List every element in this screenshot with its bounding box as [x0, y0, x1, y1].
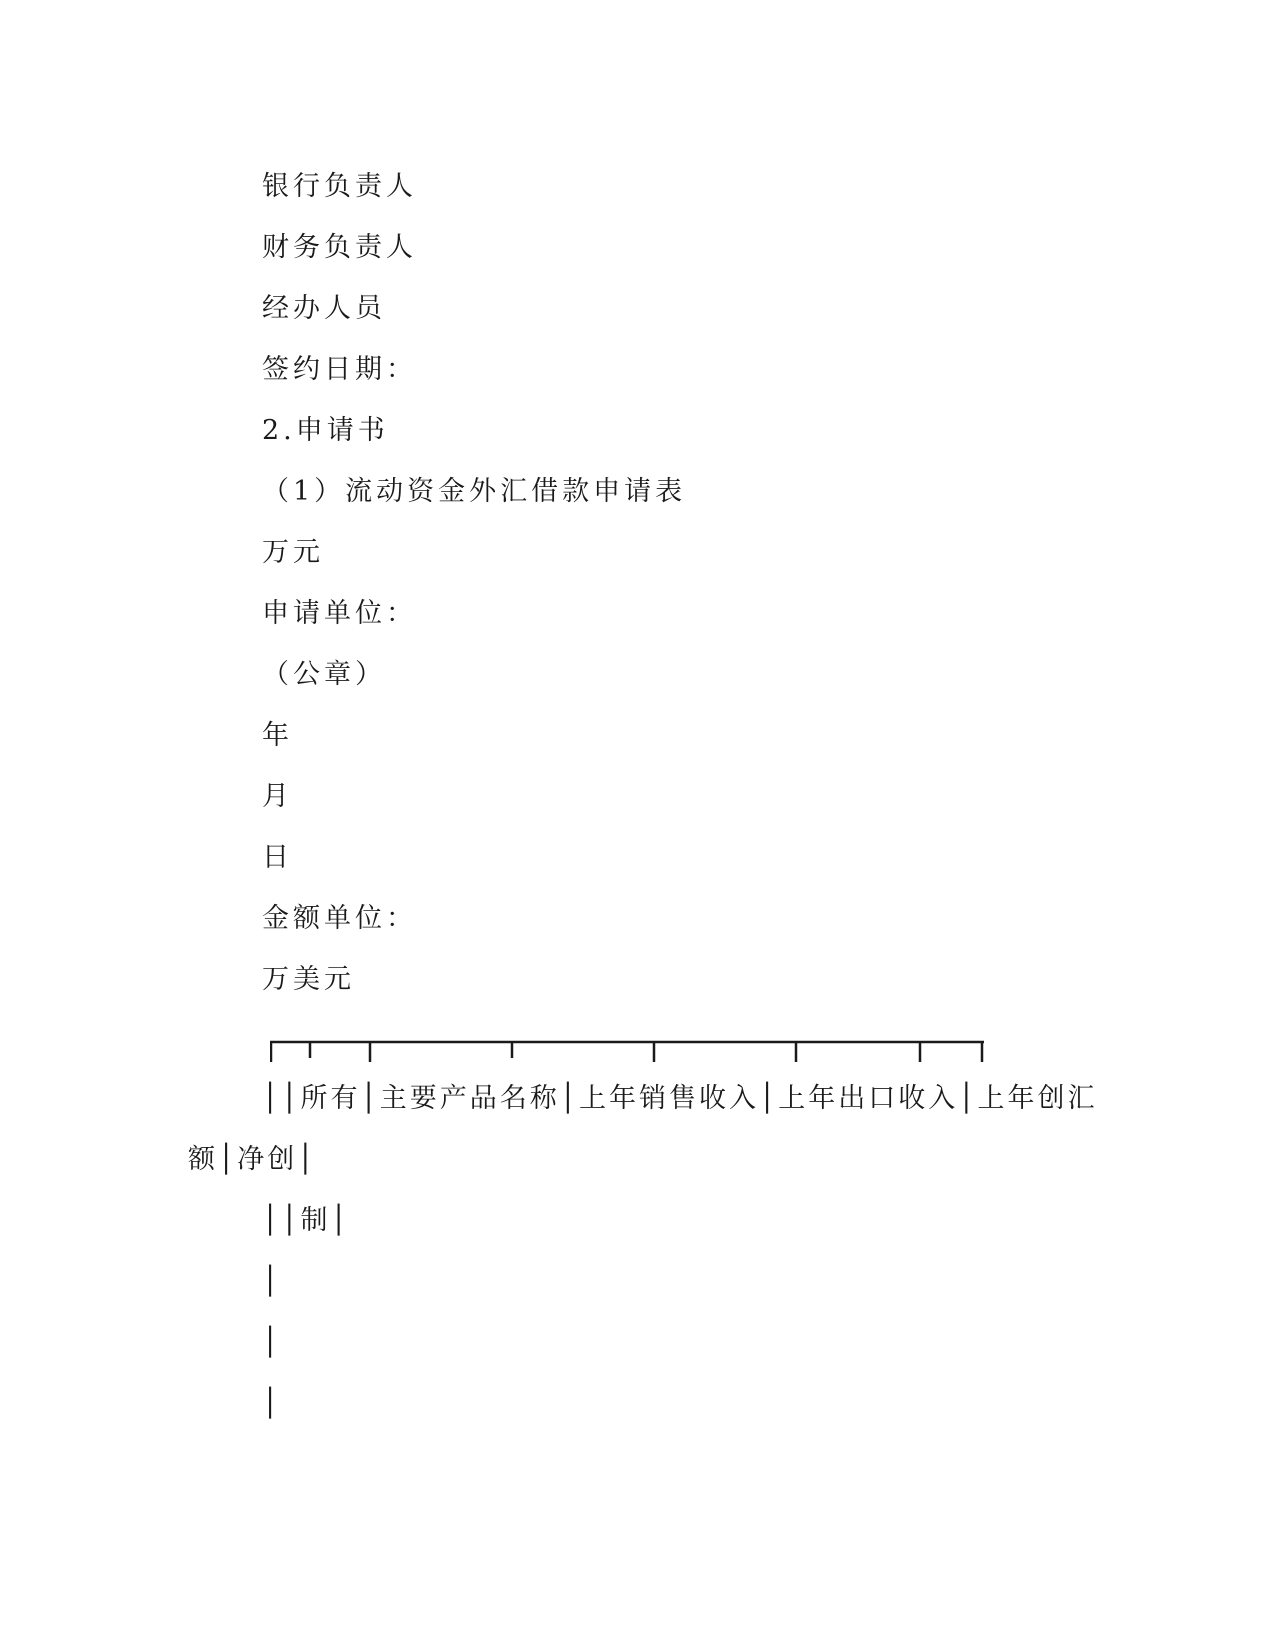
table-row: │	[262, 1388, 279, 1419]
table-top-border	[270, 1040, 990, 1070]
text-line: 日	[262, 842, 293, 873]
table-row: │	[262, 1266, 279, 1297]
text-line: 万元	[262, 537, 324, 568]
text-line: 金额单位：	[262, 903, 417, 934]
text-line: 年	[262, 720, 293, 751]
text-line: 银行负责人	[262, 171, 417, 202]
text-line: （公章）	[262, 659, 386, 690]
table-header-row-wrap: 额│净创│	[188, 1144, 317, 1175]
table-header-row: ││制│	[262, 1205, 350, 1236]
subsection-heading: （1）流动资金外汇借款申请表	[262, 476, 687, 507]
section-heading: 2.申请书	[262, 415, 389, 446]
text-line: 签约日期：	[262, 354, 417, 385]
text-line: 申请单位：	[262, 598, 417, 629]
text-line: 经办人员	[262, 293, 386, 324]
table-row: │	[262, 1327, 279, 1358]
text-line: 月	[262, 781, 293, 812]
text-line: 万美元	[262, 964, 355, 995]
table-header-row: ││所有│主要产品名称│上年销售收入│上年出口收入│上年创汇	[262, 1083, 1098, 1114]
text-line: 财务负责人	[262, 232, 417, 263]
